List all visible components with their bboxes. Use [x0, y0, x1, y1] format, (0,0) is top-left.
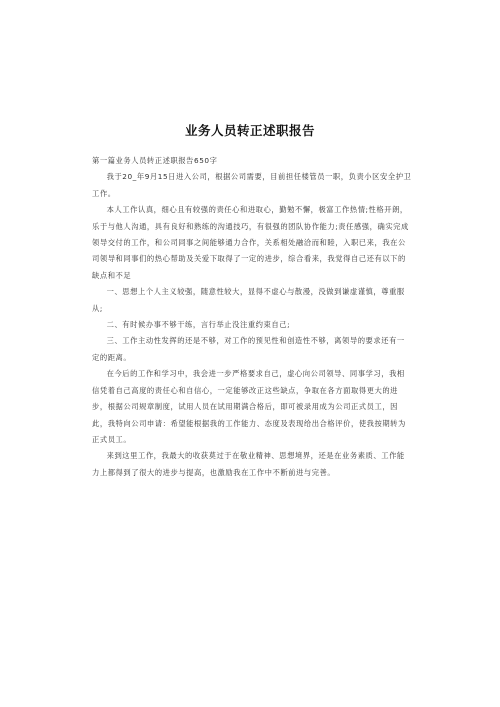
paragraph-2: 本人工作认真，细心且有较强的责任心和进取心，勤勉不懈，极富工作热情;性格开朗，乐于与他人沟通，具有良好和熟练的沟通技巧，有很强的团队协作能力;责任感强，确实完成领导交付的工作，和公司同事之间能够通力合作，关系相处融洽而和睦，入职已来，我在公司领导和同事们的热心帮助及关爱下取得了一定的进步，综合看来，我觉得自己还有以下的缺点和不足 — [92, 205, 409, 280]
document-body — [92, 153, 412, 481]
paragraph-7: 来到这里工作，我最大的收获莫过于在敬业精神、思想境界，还是在业务素质、工作能力上都得到了很大的进步与提高，也激励我在工作中不断前进与完善。 — [92, 451, 405, 477]
document-subtitle: 第一篇业务人员转正述职报告650字 — [92, 156, 218, 165]
paragraph-6: 在今后的工作和学习中，我会进一步严格要求自己，虚心向公司领导、同事学习，我相信凭着自己高度的责任心和自信心，一定能够改正这些缺点，争取在各方面取得更大的进步，根据公司规章制度，试用人员在试用期满合格后，即可被录用成为公司正式员工，因此，我特向公司申请：希望能根据我的工作能力、态度及表现给出合格评价，使我按期转为正式员工。 — [92, 369, 406, 444]
paragraph-4: 二、有时候办事不够干练，言行举止没注重约束自己; — [106, 320, 291, 330]
paragraph-1: 我于20_年9月15日进入公司，根据公司需要，目前担任楼管员一职，负责小区安全护卫工作。 — [92, 172, 412, 198]
document-title: 业务人员转正述职报告 — [184, 123, 315, 138]
paragraph-3: 一、思想上个人主义较强，随意性较大，显得不虚心与散漫，没做到谦虚谨慎，尊重服从; — [92, 287, 405, 313]
paragraph-5: 三、工作主动性发挥的还是不够，对工作的预见性和创造性不够，离领导的要求还有一定的距离。 — [92, 336, 405, 362]
